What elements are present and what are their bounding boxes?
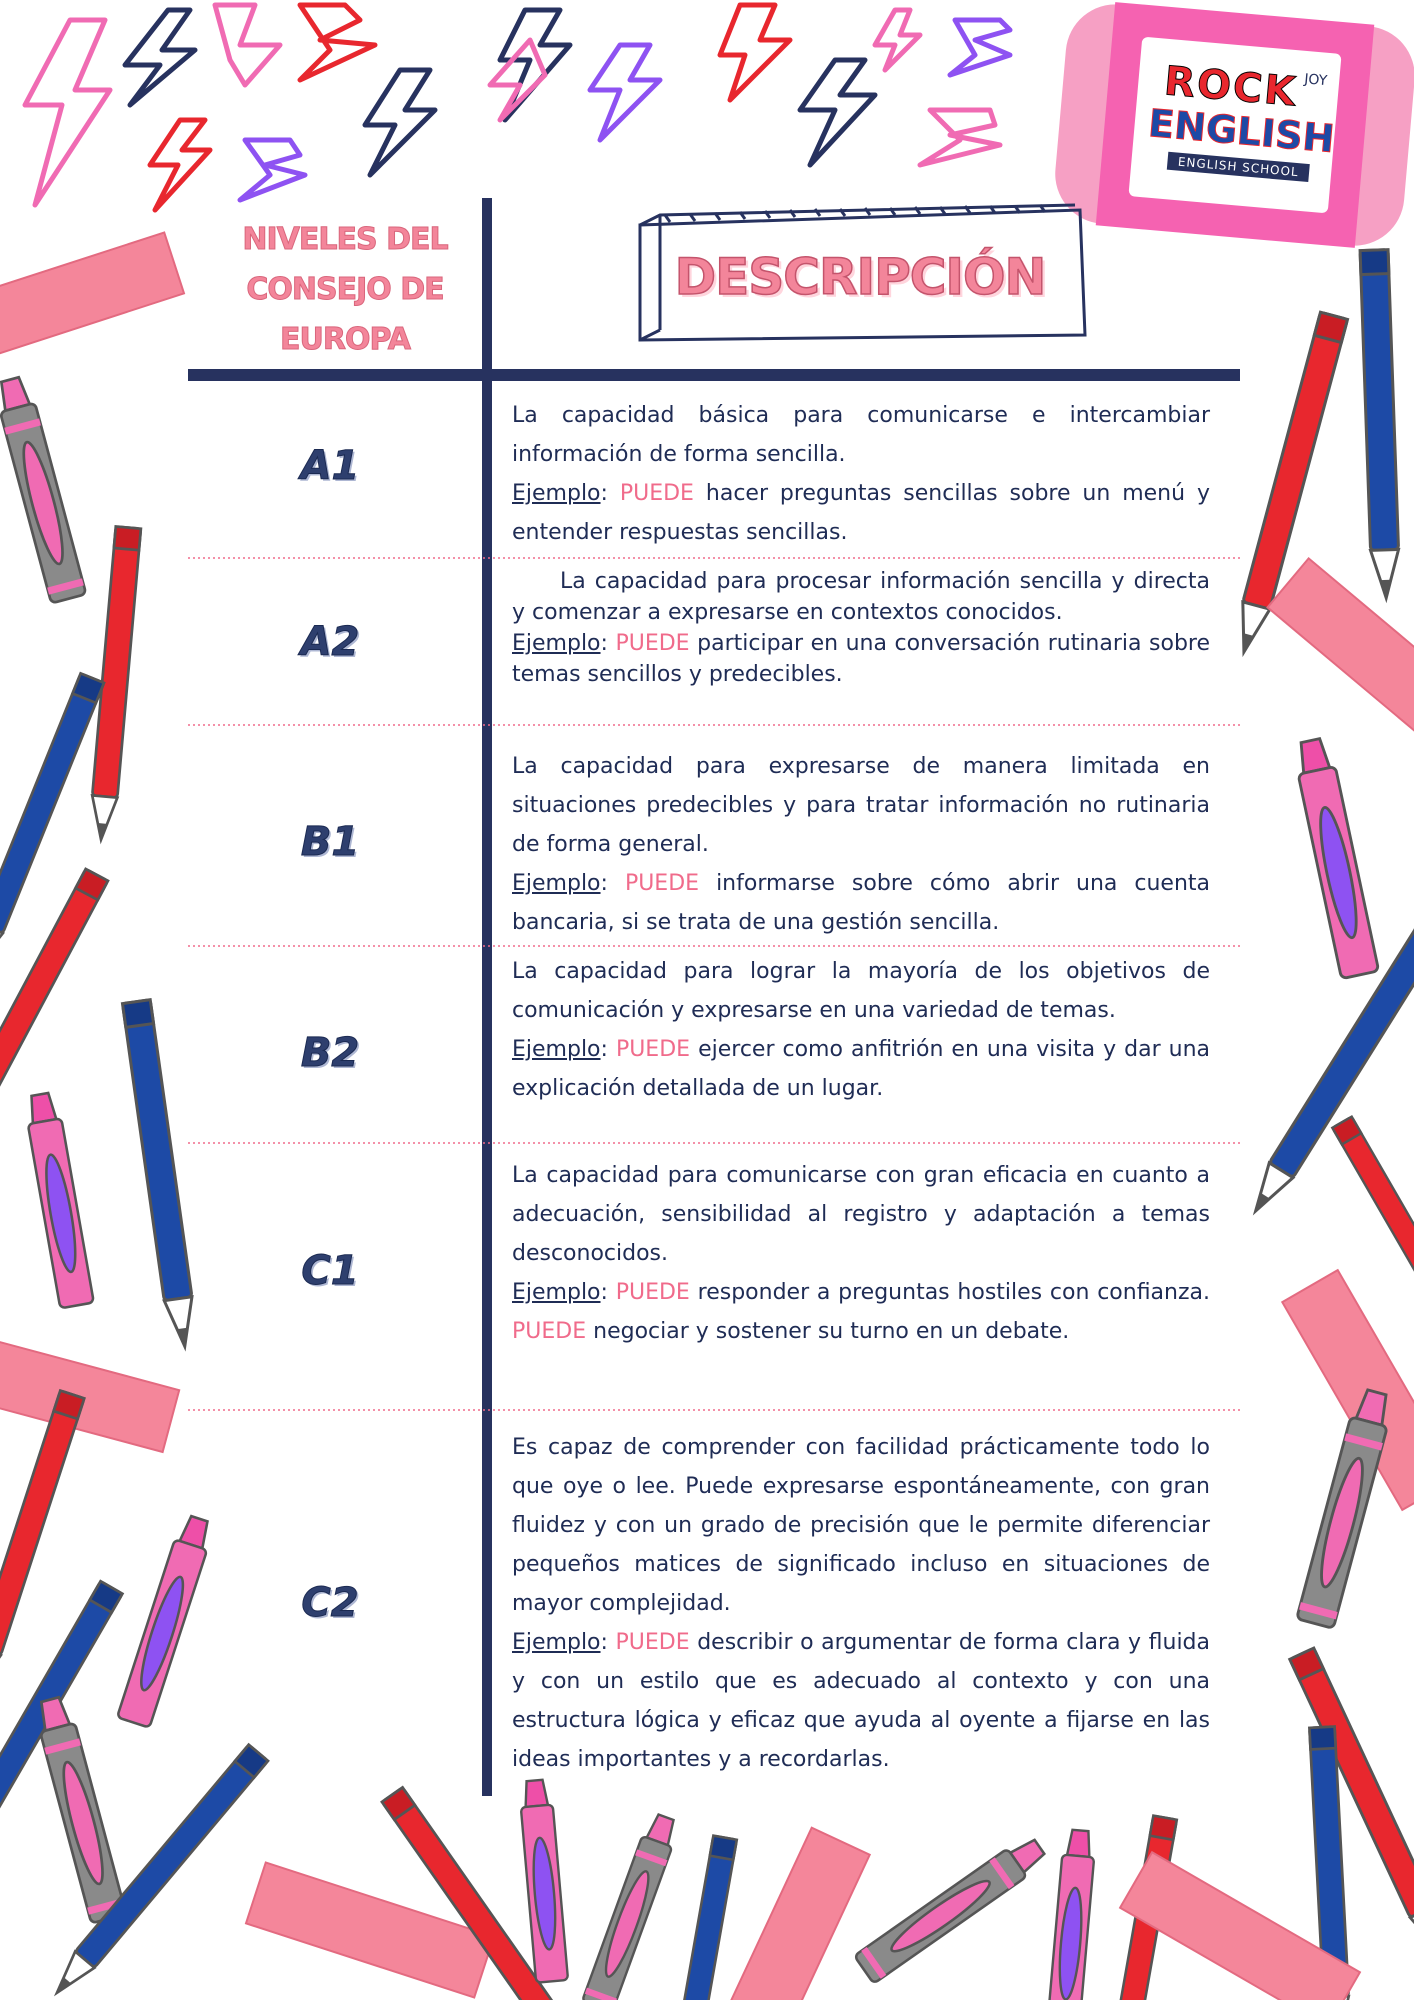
logo-note: JOY (1303, 71, 1328, 90)
description-text: La capacidad para comunicarse con gran eficacia en cuanto a adecuación, sensibilidad al registro y adaptación a temas desconocidos. (512, 1163, 1210, 1266)
description-header (640, 222, 1080, 332)
example-line: Ejemplo: PUEDE participar en una conversación rutinaria sobre temas sencillos y predecibles. (512, 631, 1211, 687)
can-word: PUEDE (615, 1630, 690, 1655)
logo-line-2: ENGLISH (1146, 100, 1337, 162)
description-text: Es capaz de comprender con facilidad prácticamente todo lo que oye o lee. Puede expresarse espontáneamente, con gran fluidez y con un grado de precisión que le permite diferenciar pequeños matices de significado incluso en situaciones de mayor complejidad. (512, 1435, 1210, 1616)
level-label-c1: C1 (301, 1248, 359, 1294)
example-text: ejercer como anfitrión en una visita y dar una explicación detallada de un lugar. (512, 1037, 1210, 1101)
levels-header-line: CONSEJO DE (246, 272, 444, 307)
description-text: La capacidad para procesar información sencilla y directa y comenzar a expresarse en contextos conocidos. (512, 569, 1210, 625)
example-line: Ejemplo: PUEDE ejercer como anfitrión en una visita y dar una explicación detallada de un lugar. (512, 1037, 1210, 1101)
example-text: participar en una conversación rutinaria sobre temas sencillos y predecibles. (512, 631, 1211, 687)
description-header-title: DESCRIPCIÓN (674, 248, 1046, 306)
example-label: Ejemplo (512, 1280, 601, 1305)
can-word: PUEDE (615, 1037, 691, 1062)
description-text: La capacidad para expresarse de manera limitada en situaciones predecibles y para tratar información no rutinaria de forma general. (512, 754, 1210, 857)
level-label-c2: C2 (301, 1580, 359, 1626)
can-word: PUEDE (512, 1319, 587, 1344)
can-word: PUEDE (619, 481, 694, 506)
can-word: PUEDE (624, 871, 700, 896)
example-text: responder a preguntas hostiles con confianza. (697, 1280, 1211, 1305)
level-label-b1: B1 (300, 819, 360, 865)
example-text: hacer preguntas sencillas sobre un menú y entender respuestas sencillas. (512, 481, 1210, 545)
example-line: Ejemplo: PUEDE describir o argumentar de forma clara y fluida y con un estilo que es adecuado al contexto y con una estructura lógica y eficaz que ayuda al oyente a fijarse en las ideas importantes y a recordarlas. (512, 1630, 1211, 1772)
levels-header-line: EUROPA (280, 322, 410, 357)
levels-header (230, 215, 460, 365)
logo-tagline: ENGLISH SCHOOL (1167, 152, 1309, 182)
example-label: Ejemplo (512, 481, 601, 506)
description-text: La capacidad para lograr la mayoría de los objetivos de comunicación y expresarse en una variedad de temas. (512, 959, 1210, 1023)
can-word: PUEDE (615, 1280, 690, 1305)
example-label: Ejemplo (512, 871, 601, 896)
lightning-bolts (25, 5, 1010, 210)
example-line: Ejemplo: PUEDE responder a preguntas hostiles con confianza. PUEDE negociar y sostener su turno en un debate. (512, 1280, 1211, 1344)
level-label-b2: B2 (300, 1030, 360, 1076)
description-cell-a2 (512, 566, 1210, 690)
description-cell-a1 (512, 396, 1210, 552)
example-line: Ejemplo: PUEDE hacer preguntas sencillas sobre un menú y entender respuestas sencillas. (512, 481, 1210, 545)
level-label-a1: A1 (300, 443, 360, 489)
can-word: PUEDE (615, 631, 690, 656)
example-label: Ejemplo (512, 1037, 601, 1062)
description-cell-c2 (512, 1428, 1210, 1779)
description-cell-c1 (512, 1156, 1210, 1351)
example-label: Ejemplo (512, 631, 601, 656)
example-text: informarse sobre cómo abrir una cuenta bancaria, si se trata de una gestión sencilla. (512, 871, 1210, 935)
logo-line-1: ROCK (1162, 58, 1300, 116)
example-text: describir o argumentar de forma clara y fluida y con un estilo que es adecuado al contexto y con una estructura lógica y eficaz que ayuda al oyente a fijarse en las ideas importantes y a recordarlas. (512, 1630, 1211, 1772)
levels-header-line: NIVELES DEL (242, 222, 448, 257)
example-label: Ejemplo (512, 1630, 601, 1655)
description-text: La capacidad básica para comunicarse e intercambiar información de forma sencilla. (512, 403, 1210, 467)
description-cell-b1 (512, 747, 1210, 942)
level-label-a2: A2 (300, 619, 360, 665)
logo (1130, 57, 1351, 215)
example-text: negociar y sostener su turno en un debate. (593, 1319, 1070, 1344)
example-line: Ejemplo: PUEDE informarse sobre cómo abrir una cuenta bancaria, si se trata de una gestión sencilla. (512, 871, 1210, 935)
description-cell-b2 (512, 952, 1210, 1108)
